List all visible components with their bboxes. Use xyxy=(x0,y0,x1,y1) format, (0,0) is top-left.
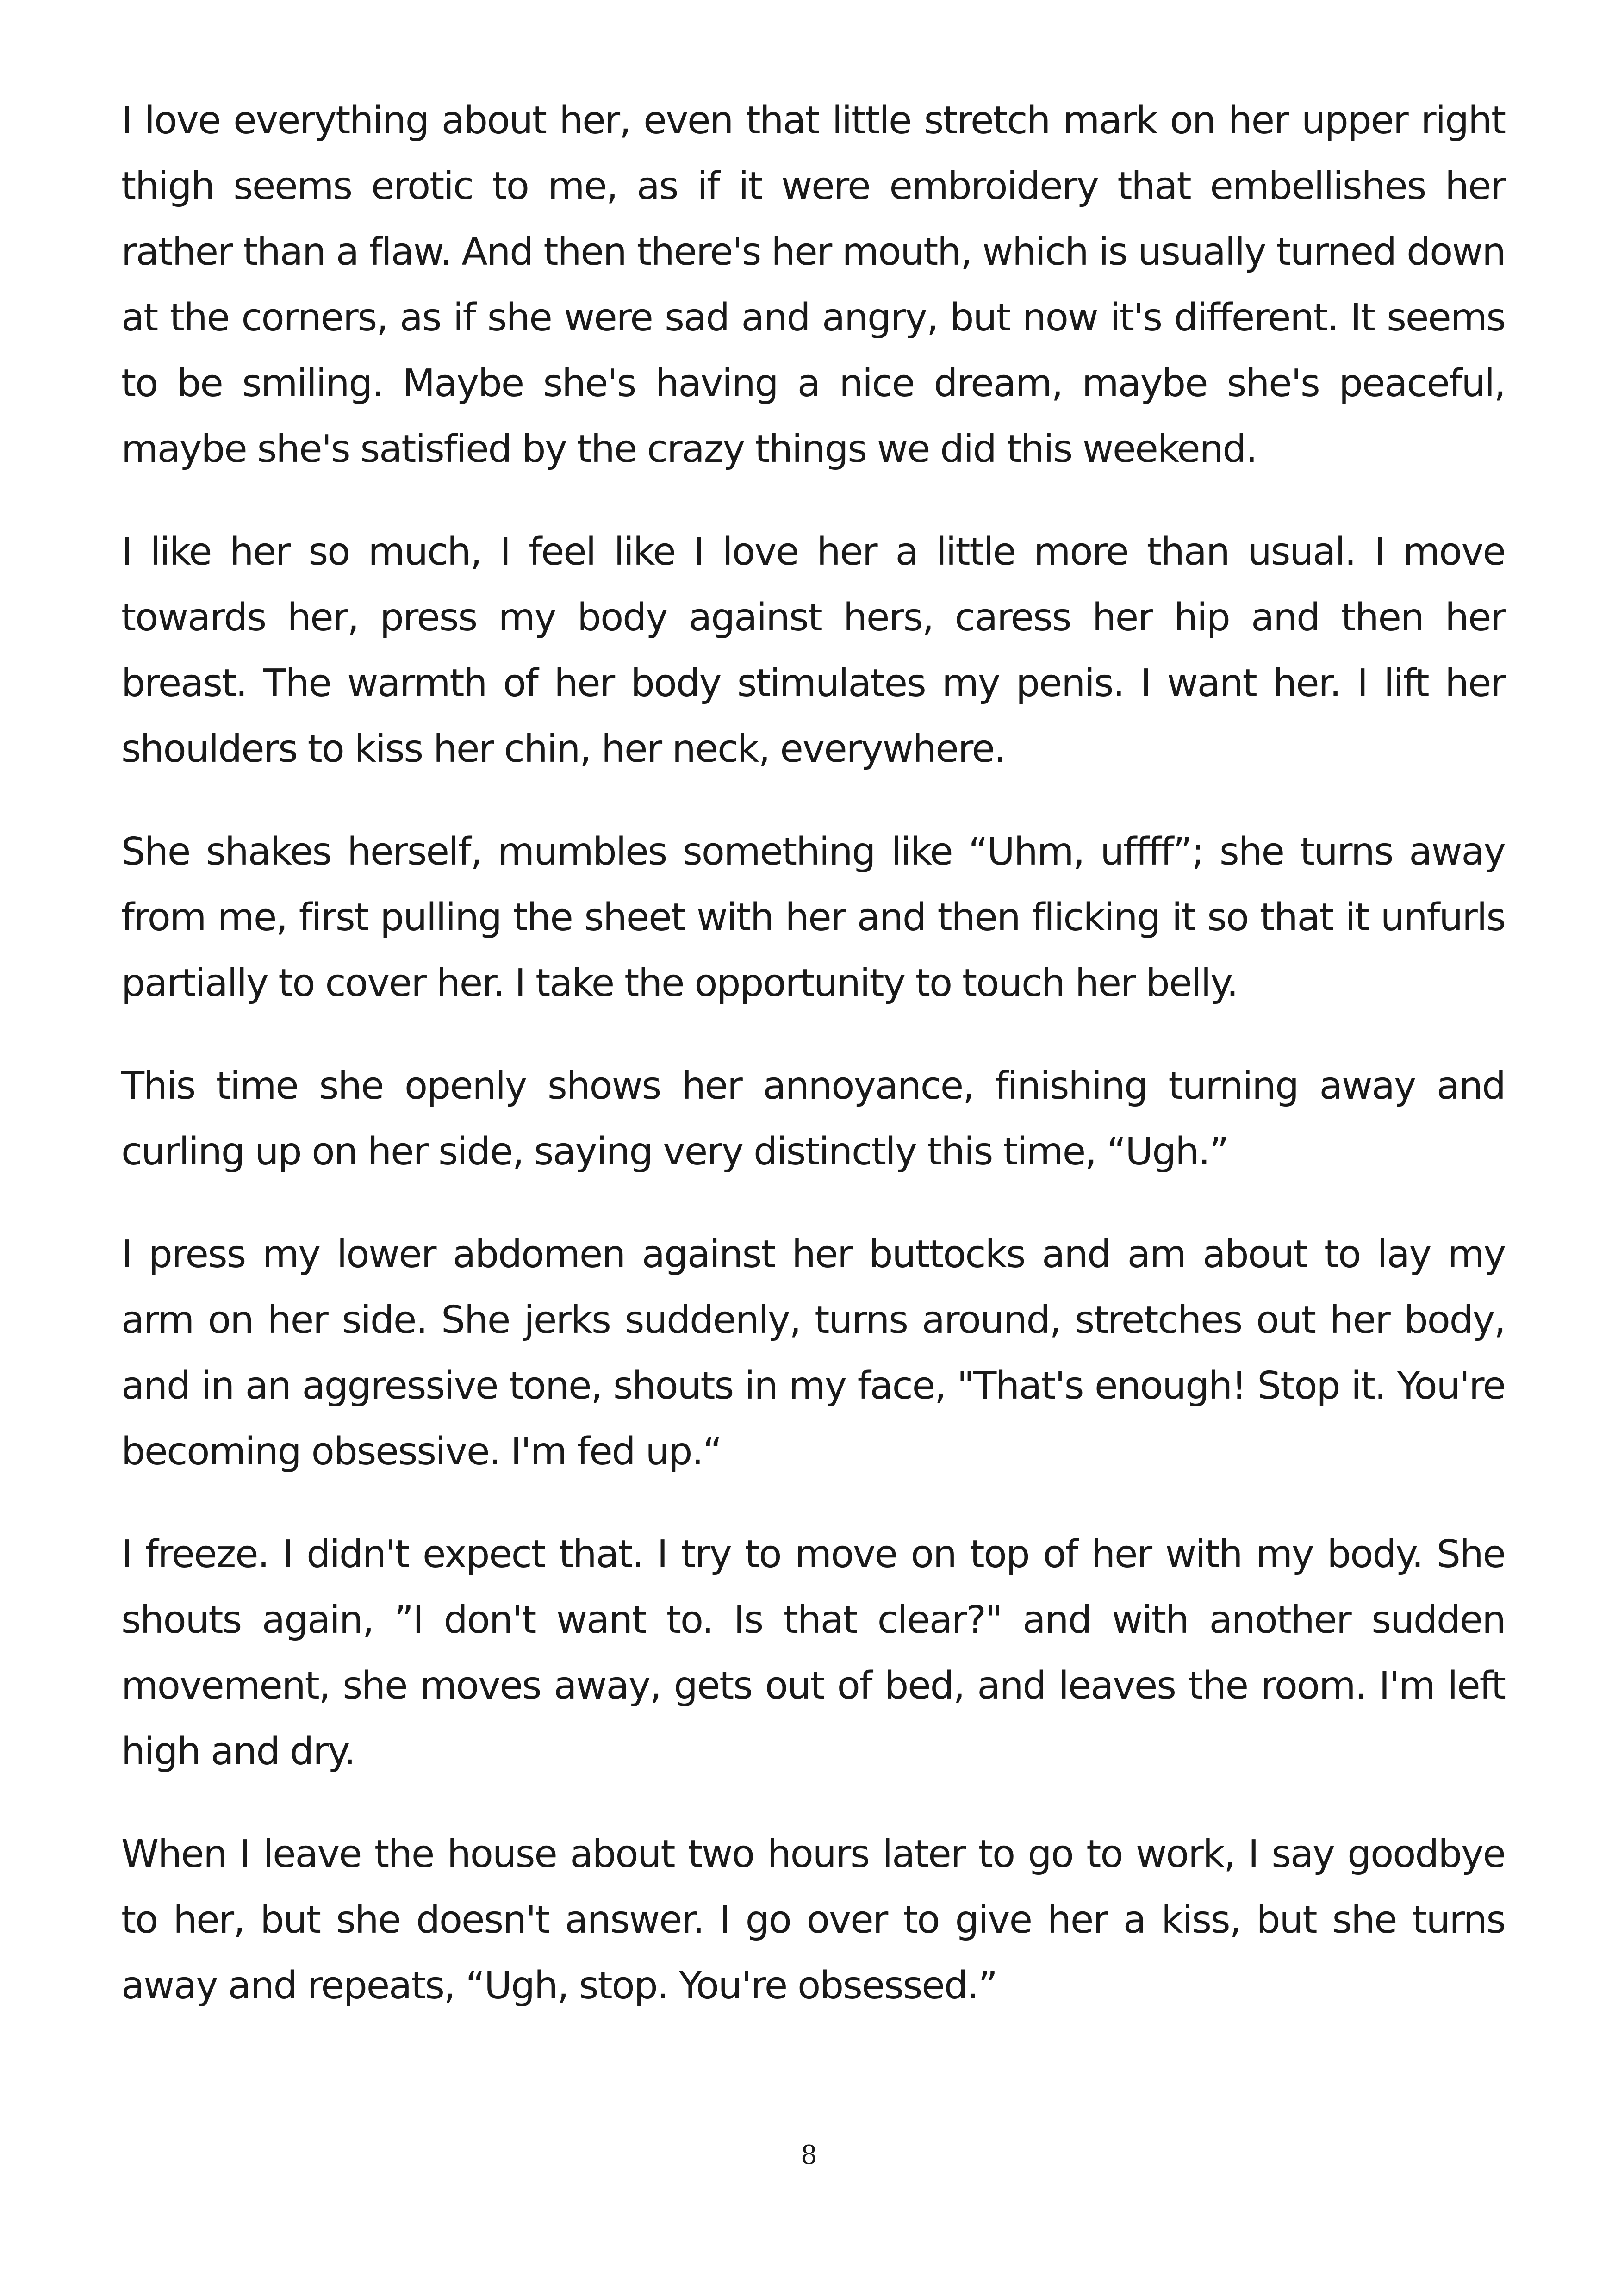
paragraph-7: When I leave the house about two hours later to go to work, I say goodbye to her, but she doesn't answer. I go over to give her a kiss, but she turns away and repeats, “Ugh, stop. You're obsessed.” xyxy=(121,1832,1505,2008)
paragraph-1: I love everything about her, even that little stretch mark on her upper right thigh seems erotic to me, as if it were embroidery that embellishes her rather than a flaw. And then there's her mouth, which is usually turned down at the corners, as if she were sad and angry, but now it's different. It seems to be smiling. Maybe she's having a nice dream, maybe she's peaceful, maybe she's satisfied by the crazy things we did this weekend. xyxy=(121,99,1505,471)
paragraph-6: I freeze. I didn't expect that. I try to move on top of her with my body. She shouts again, ”I don't want to. Is that clear?" and with another sudden movement, she moves away, gets out of bed, and leaves the room. I'm left high and dry. xyxy=(121,1532,1505,1773)
paragraph-3: She shakes herself, mumbles something like “Uhm, uffff”; she turns away from me, first pulling the sheet with her and then flicking it so that it unfurls partially to cover her. I take the opportunity to touch her belly. xyxy=(121,830,1505,1005)
body-text xyxy=(121,88,1505,2056)
paragraph-5: I press my lower abdomen against her buttocks and am about to lay my arm on her side. She jerks suddenly, turns around, stretches out her body, and in an aggressive tone, shouts in my face, "That's enough! Stop it. You're becoming obsessive. I'm fed up.“ xyxy=(121,1232,1505,1474)
paragraph-2: I like her so much, I feel like I love her a little more than usual. I move towards her, press my body against hers, caress her hip and then her breast. The warmth of her body stimulates my penis. I want her. I lift her shoulders to kiss her chin, her neck, everywhere. xyxy=(121,530,1505,771)
page-number: 8 xyxy=(801,2140,817,2170)
paragraph-4: This time she openly shows her annoyance, finishing turning away and curling up on her side, saying very distinctly this time, “Ugh.” xyxy=(121,1064,1505,1174)
